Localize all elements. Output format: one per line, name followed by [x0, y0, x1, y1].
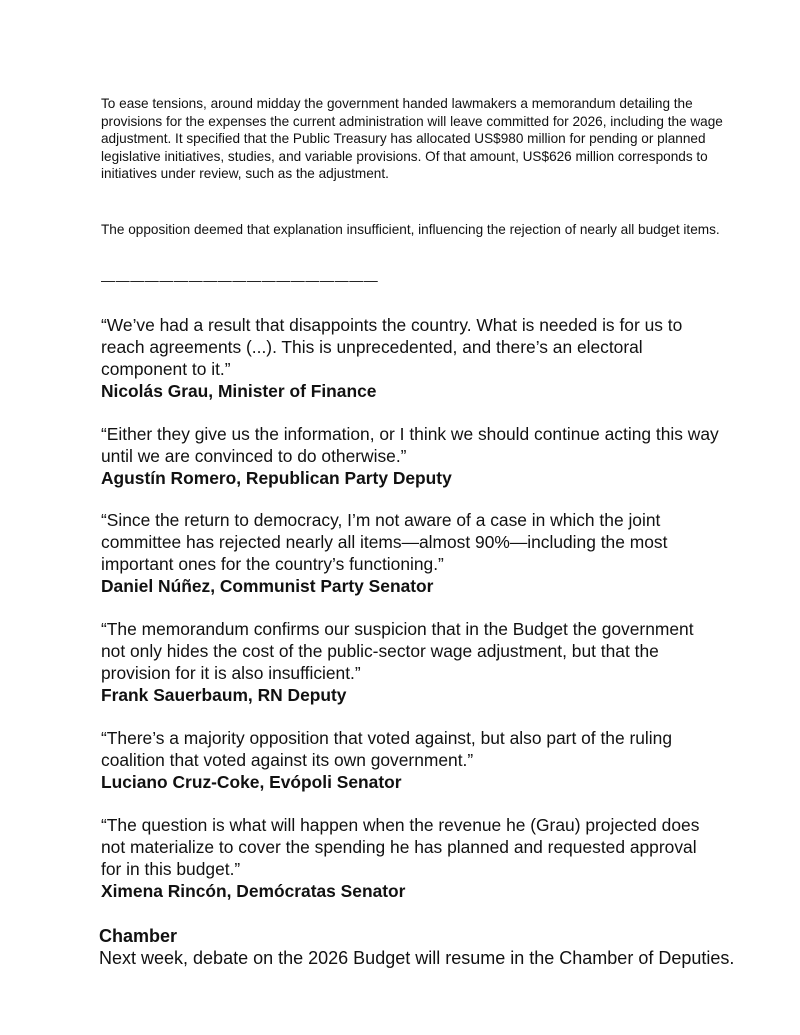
quote-block	[101, 314, 721, 402]
quote-text: “The memorandum confirms our suspicion that in the Budget the government not only hides the cost of the public-sector wage adjustment, but that the provision for it is also insufficient.”	[101, 619, 694, 683]
quote-block	[101, 618, 721, 706]
quote-text: “We’ve had a result that disappoints the country. What is needed is for us to reach agreements (...). This is unprecedented, and there’s an electoral component to it.”	[101, 315, 683, 379]
quote-attribution: Agustín Romero, Republican Party Deputy	[101, 468, 452, 488]
quote-text: “Either they give us the information, or I think we should continue acting this way until we are convinced to do otherwise.”	[101, 424, 719, 466]
quote-attribution: Ximena Rincón, Demócratas Senator	[101, 881, 406, 901]
quote-block	[101, 423, 721, 489]
section-heading: Chamber	[99, 926, 178, 946]
quote-text: “Since the return to democracy, I’m not aware of a case in which the joint committee has rejected nearly all items—almost 90%—including the most important ones for the country’s functioning.”	[101, 510, 668, 574]
quote-attribution: Frank Sauerbaum, RN Deputy	[101, 685, 347, 705]
quote-text: “There’s a majority opposition that voted against, but also part of the ruling coalition that voted against its own government.”	[101, 728, 672, 770]
quote-block	[101, 727, 721, 793]
chamber-section	[99, 925, 739, 969]
quote-text: “The question is what will happen when the revenue he (Grau) projected does not materialize to cover the spending he has planned and requested approval for in this budget.”	[101, 815, 700, 879]
quote-block	[101, 509, 721, 597]
intro-paragraph-memorandum: To ease tensions, around midday the government handed lawmakers a memorandum detailing the provisions for the expenses the current administration will leave committed for 2026, including the wage adjustment. It specified that the Public Treasury has allocated US$980 million for pending or planned legislative initiatives, studies, and variable provisions. Of that amount, US$626 million corresponds to initiatives under review, such as the adjustment.	[101, 96, 723, 182]
quote-attribution: Nicolás Grau, Minister of Finance	[101, 381, 377, 401]
quote-attribution: Luciano Cruz-Coke, Evópoli Senator	[101, 772, 402, 792]
section-divider: ———————————————————	[101, 272, 379, 288]
quote-block	[101, 814, 721, 902]
intro-paragraph-opposition: The opposition deemed that explanation insufficient, influencing the rejection of nearly all budget items.	[101, 222, 720, 237]
section-body-text: Next week, debate on the 2026 Budget will resume in the Chamber of Deputies.	[99, 948, 735, 968]
quote-attribution: Daniel Núñez, Communist Party Senator	[101, 576, 434, 596]
